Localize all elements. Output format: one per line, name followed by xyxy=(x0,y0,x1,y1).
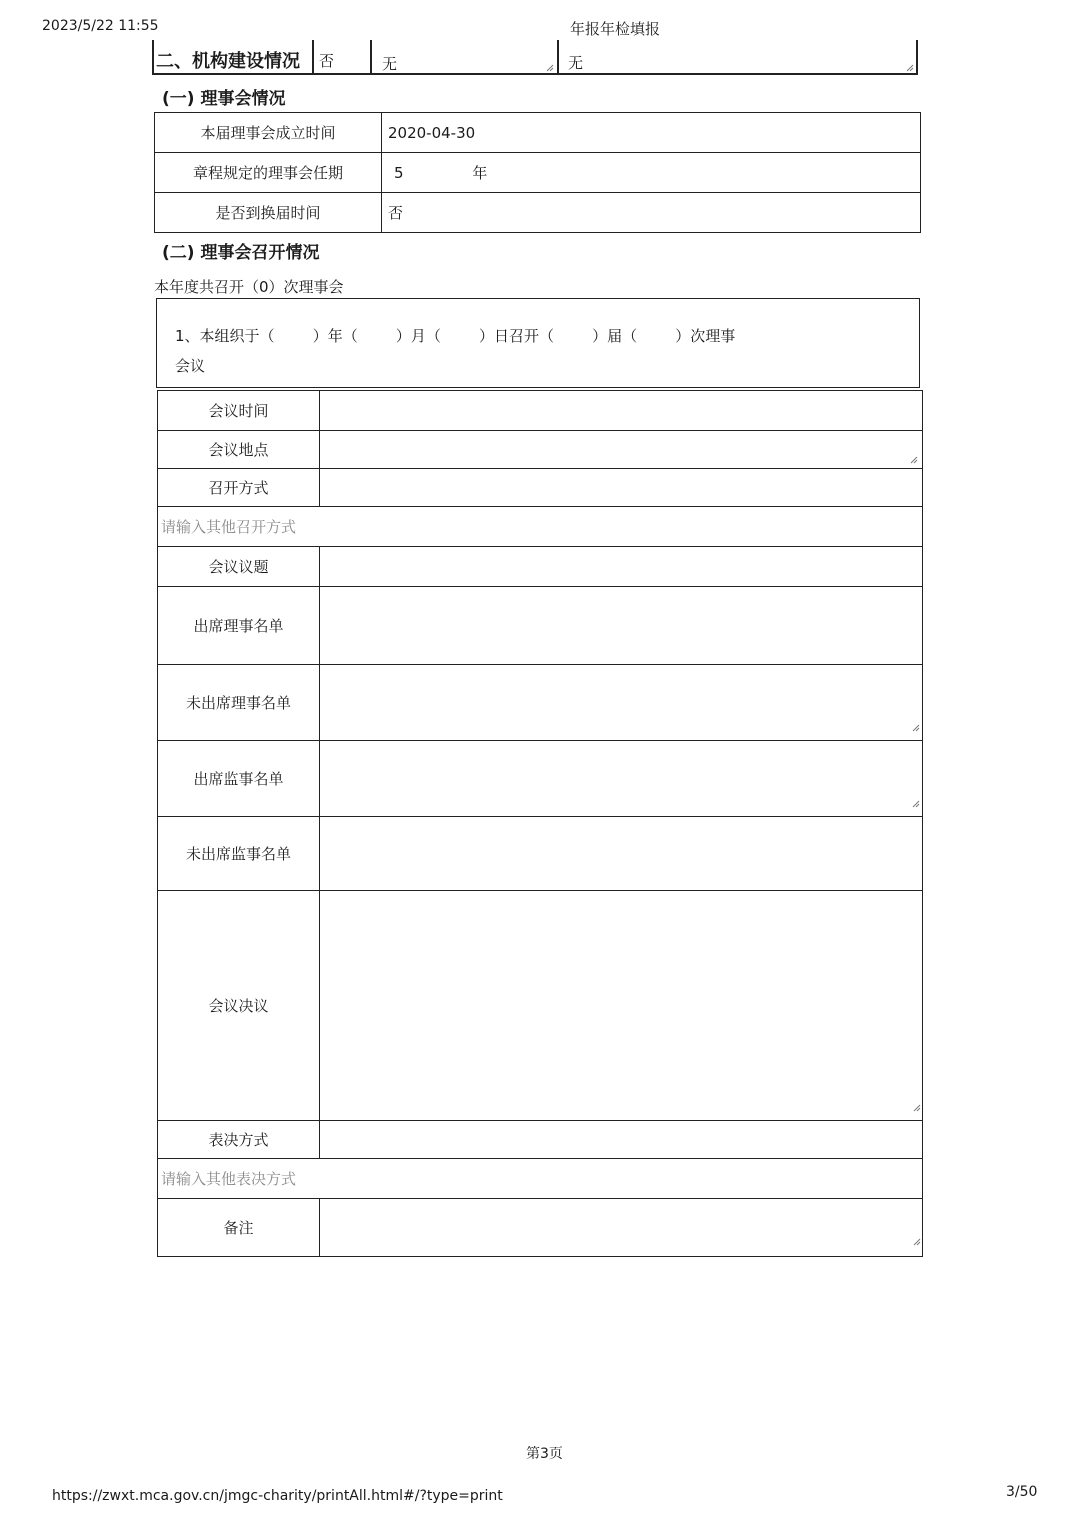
table-row xyxy=(158,817,923,891)
meeting-topic-label: 会议议题 xyxy=(158,547,320,587)
remarks-input[interactable] xyxy=(320,1199,923,1257)
top-row-col1: 否 xyxy=(319,52,335,70)
term-expired-value[interactable]: 否 xyxy=(382,193,921,233)
established-date-value[interactable]: 2020-04-30 xyxy=(382,113,921,153)
voting-method-label: 表决方式 xyxy=(158,1121,320,1159)
council-meetings-heading: (二) 理事会召开情况 xyxy=(162,243,320,263)
table-row xyxy=(158,1159,923,1199)
table-row xyxy=(155,113,921,153)
meeting-header-box xyxy=(156,298,920,388)
meeting-method-label: 召开方式 xyxy=(158,469,320,507)
term-expired-label: 是否到换届时间 xyxy=(155,193,382,233)
council-info-table xyxy=(154,112,921,233)
resize-grip-icon[interactable] xyxy=(910,456,918,464)
term-value[interactable]: 5 xyxy=(394,164,404,182)
absent-supervisors-input[interactable] xyxy=(320,817,923,891)
resize-grip-icon[interactable] xyxy=(913,1104,921,1112)
table-row xyxy=(158,431,923,469)
meeting-place-label: 会议地点 xyxy=(158,431,320,469)
attending-supervisors-input[interactable] xyxy=(320,741,923,817)
remarks-label: 备注 xyxy=(158,1199,320,1257)
resize-grip-icon[interactable] xyxy=(546,64,554,72)
meeting-table-1 xyxy=(157,390,923,1257)
resize-grip-icon[interactable] xyxy=(906,64,914,72)
meeting-time-label: 会议时间 xyxy=(158,391,320,431)
meeting-count-summary: 本年度共召开（0）次理事会 xyxy=(154,278,344,296)
print-page-count: 3/50 xyxy=(1006,1484,1038,1500)
resize-grip-icon[interactable] xyxy=(913,1238,921,1246)
meeting-method-select[interactable] xyxy=(320,469,923,507)
table-row xyxy=(158,665,923,741)
resize-grip-icon[interactable] xyxy=(912,800,920,808)
table-row xyxy=(158,891,923,1121)
table-row xyxy=(158,507,923,547)
table-row xyxy=(158,587,923,665)
resize-grip-icon[interactable] xyxy=(912,724,920,732)
section-title: 二、机构建设情况 xyxy=(156,51,300,72)
term-unit: 年 xyxy=(472,164,488,182)
absent-supervisors-label: 未出席监事名单 xyxy=(158,817,320,891)
term-label: 章程规定的理事会任期 xyxy=(155,153,382,193)
table-row xyxy=(158,547,923,587)
resolution-input[interactable] xyxy=(320,891,923,1121)
attending-directors-label: 出席理事名单 xyxy=(158,587,320,665)
other-method-input[interactable]: 请输入其他召开方式 xyxy=(158,507,923,547)
print-title: 年报年检填报 xyxy=(570,20,661,38)
table-row xyxy=(158,741,923,817)
table-row xyxy=(155,193,921,233)
table-row xyxy=(158,469,923,507)
top-row-col2[interactable]: 无 xyxy=(382,55,398,73)
top-row-col3[interactable]: 无 xyxy=(568,54,584,72)
absent-directors-label: 未出席理事名单 xyxy=(158,665,320,741)
table-row xyxy=(158,391,923,431)
meeting-place-input[interactable] xyxy=(320,431,923,469)
table-row xyxy=(158,1199,923,1257)
other-voting-input[interactable]: 请输入其他表决方式 xyxy=(158,1159,923,1199)
print-datetime: 2023/5/22 11:55 xyxy=(42,18,159,34)
meeting-date-line: 1、本组织于（ ）年（ ）月（ ）日召开（ ）届（ ）次理事 xyxy=(175,327,736,345)
council-info-heading: (一) 理事会情况 xyxy=(162,89,286,109)
established-date-label: 本届理事会成立时间 xyxy=(155,113,382,153)
voting-method-select[interactable] xyxy=(320,1121,923,1159)
attending-supervisors-label: 出席监事名单 xyxy=(158,741,320,817)
page-number: 第3页 xyxy=(526,1446,563,1462)
meeting-time-input[interactable] xyxy=(320,391,923,431)
page-url: https://zwxt.mca.gov.cn/jmgc-charity/printAll.html#/?type=print xyxy=(52,1488,503,1504)
table-row xyxy=(155,153,921,193)
meeting-date-line-end: 会议 xyxy=(175,357,206,375)
table-row xyxy=(158,1121,923,1159)
resolution-label: 会议决议 xyxy=(158,891,320,1121)
meeting-topic-input[interactable] xyxy=(320,547,923,587)
attending-directors-input[interactable] xyxy=(320,587,923,665)
absent-directors-input[interactable] xyxy=(320,665,923,741)
